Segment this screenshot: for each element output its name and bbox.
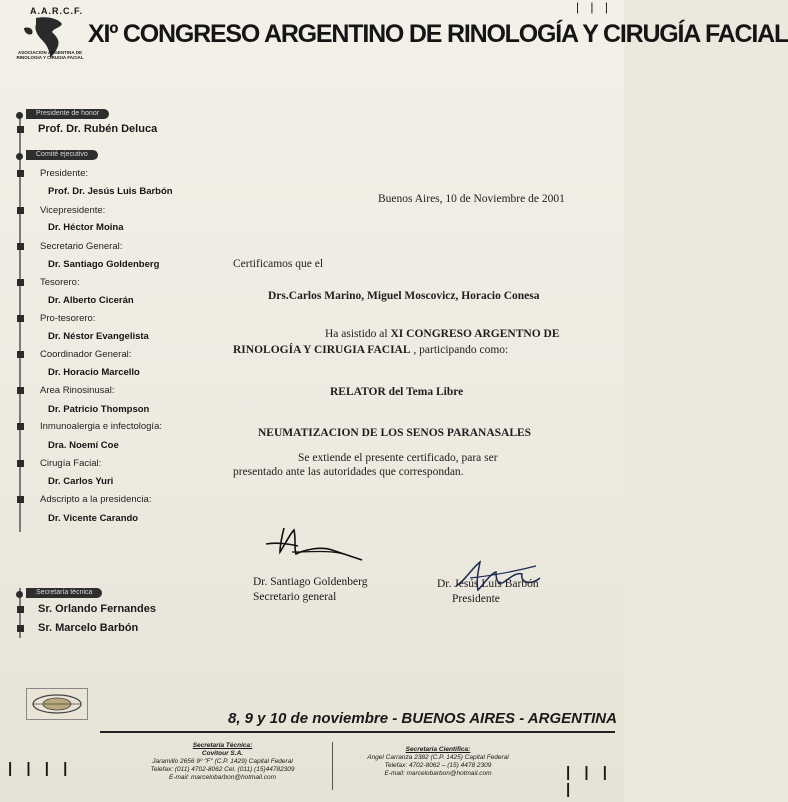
participation-role: RELATOR del Tema Libre xyxy=(330,386,464,398)
footer-right-address: Angel Carranza 2382 (C.P. 1425) Capital Federal xyxy=(367,754,509,761)
committee-name: Prof. Dr. Jesús Luis Barbón xyxy=(48,186,173,197)
committee-role: Area Rinosinusal: xyxy=(40,385,115,396)
committee-role: Tesorero: xyxy=(40,277,80,288)
committee-name: Dr. Carlos Yuri xyxy=(48,476,114,487)
square-bullet-icon xyxy=(17,387,24,394)
closing-line-2: presentado ante las autoridades que correspondan. xyxy=(233,466,464,478)
signer-1-name: Dr. Santiago Goldenberg xyxy=(253,576,368,588)
honor-name: Prof. Dr. Rubén Deluca xyxy=(38,123,158,135)
committee-name: Dr. Héctor Moina xyxy=(48,222,124,233)
square-bullet-icon xyxy=(17,207,24,214)
footer-left-phone: Telefax: (011) 4702-8062 Cel. (011) (15)44782309 xyxy=(150,766,295,773)
footer-left-company: Covitour S.A. xyxy=(201,750,244,757)
honor-bullet-icon xyxy=(16,112,23,119)
tech-label: Secretaría técnica xyxy=(26,588,102,598)
committee-role: Cirugía Facial: xyxy=(40,458,102,469)
committee-name: Dr. Santiago Goldenberg xyxy=(48,259,160,270)
square-bullet-icon xyxy=(17,351,24,358)
committee-name: Dra. Noemí Coe xyxy=(48,440,119,451)
congress-dates: 8, 9 y 10 de noviembre - BUENOS AIRES - ARGENTINA xyxy=(228,710,617,727)
footer-right-heading: Secretaría Científica: xyxy=(405,746,471,753)
footer-technical-secretariat xyxy=(120,742,325,782)
footer-left-heading: Secretaría Técnica: xyxy=(192,742,253,749)
square-bullet-icon xyxy=(17,315,24,322)
square-bullet-icon xyxy=(17,170,24,177)
signature-barbon-icon xyxy=(450,556,546,596)
footer-right-email: E-mail: marcelobarbon@hotmail.com xyxy=(384,770,492,777)
attendance-line-1: Ha asistido al XI CONGRESO ARGENTNO DE xyxy=(325,328,560,340)
square-bullet-icon xyxy=(17,625,24,632)
committee-bullet-icon xyxy=(16,153,23,160)
tech-name: Sr. Orlando Fernandes xyxy=(38,603,156,615)
square-bullet-icon xyxy=(17,460,24,467)
footer-divider xyxy=(332,742,333,790)
committee-role: Pro-tesorero: xyxy=(40,313,96,324)
footer-left-email: E-mail: marcelobarbon@hotmail.com xyxy=(168,774,277,781)
square-bullet-icon xyxy=(17,279,24,286)
signer-2-name: Dr. Jesús Luis Barbón xyxy=(437,578,539,590)
topic-title: NEUMATIZACION DE LOS SENOS PARANASALES xyxy=(258,427,532,439)
place-date: Buenos Aires, 10 de Noviembre de 2001 xyxy=(378,193,565,205)
committee-name: Dr. Patricio Thompson xyxy=(48,404,150,415)
committee-role: Secretario General: xyxy=(40,241,123,252)
committee-role: Presidente: xyxy=(40,168,89,179)
committee-role: Inmunoalergia e infectología: xyxy=(40,421,162,432)
footer-rule xyxy=(100,731,615,733)
committee-name: Dr. Néstor Evangelista xyxy=(48,331,149,342)
association-logo xyxy=(16,6,84,66)
tech-name: Sr. Marcelo Barbón xyxy=(38,622,139,634)
committee-label: Comité ejecutivo xyxy=(26,150,98,160)
footer-scientific-secretariat xyxy=(338,746,538,778)
globe-emblem-icon xyxy=(27,689,87,719)
footer-right-phone: Telefax: 4702-8062 – (15) 4478 2309 xyxy=(384,762,492,769)
signer-1-title: Secretario general xyxy=(253,591,337,603)
intro-text: Certificamos que el xyxy=(233,258,324,270)
committee-role: Adscripto a la presidencia: xyxy=(40,494,152,505)
committee-role: Vicepresidente: xyxy=(40,205,106,216)
signer-2-title: Presidente xyxy=(452,593,500,605)
logo-text: A.A.R.C.F. xyxy=(30,6,84,16)
footer-marks-left: | | | | xyxy=(8,760,73,777)
square-bullet-icon xyxy=(17,423,24,430)
attendance-line-2: RINOLOGÍA Y CIRUGIA FACIAL , participando como: xyxy=(233,344,509,356)
tech-bullet-icon xyxy=(16,591,23,598)
square-bullet-icon xyxy=(17,496,24,503)
square-bullet-icon xyxy=(17,126,24,133)
signature-goldenberg-icon xyxy=(262,522,372,572)
logo-subtitle: ASOCIACION ARGENTINA DE RINOLOGIA Y CIRUGIA FACIAL xyxy=(16,50,84,60)
closing-line-1: Se extiende el presente certificado, para ser xyxy=(298,452,498,464)
committee-role: Coordinador General: xyxy=(40,349,132,360)
footer-marks-right: | | | | xyxy=(566,764,612,798)
recipients: Drs.Carlos Marino, Miguel Moscovicz, Horacio Conesa xyxy=(268,290,540,302)
corner-marks: | | | xyxy=(575,0,612,14)
square-bullet-icon xyxy=(17,243,24,250)
committee-name: Dr. Alberto Cicerán xyxy=(48,295,134,306)
square-bullet-icon xyxy=(17,606,24,613)
honor-label: Presidente de honor xyxy=(26,109,109,119)
emblem-logo xyxy=(26,688,88,720)
congress-title: XIº CONGRESO ARGENTINO DE RINOLOGÍA Y CIRUGÍA FACIAL xyxy=(88,20,788,48)
committee-name: Dr. Horacio Marcello xyxy=(48,367,140,378)
committee-name: Dr. Vicente Carando xyxy=(48,513,139,524)
footer-left-address: Jaramillo 2656 9º "F" (C.P. 1429) Capital Federal xyxy=(152,758,293,765)
